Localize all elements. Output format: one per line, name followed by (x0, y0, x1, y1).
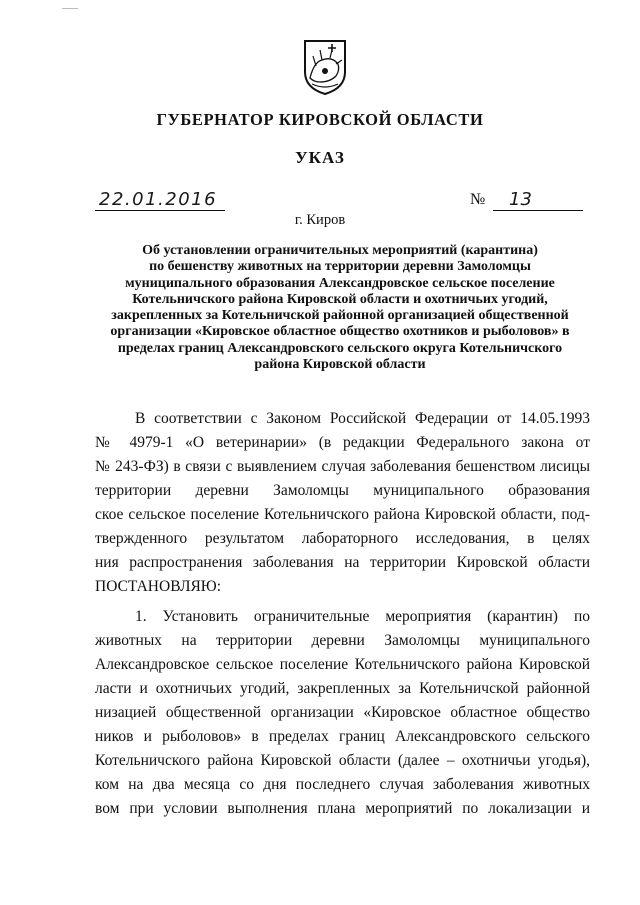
subject-line: муниципального образования Александровское сельское поселение (125, 275, 555, 291)
coat-of-arms-svg (302, 38, 348, 96)
issuer-title: ГУБЕРНАТОР КИРОВСКОЙ ОБЛАСТИ (156, 110, 484, 129)
subject-line: района Кировской области (254, 357, 426, 373)
document-type: УКАЗ (295, 148, 345, 167)
number-label: № (470, 191, 486, 208)
paragraph-line: низацией общественной организации «Кировское областное общество (95, 704, 590, 721)
clause-1-paragraph (95, 605, 590, 821)
number-field (493, 188, 583, 211)
paragraph-line: вом при условии выполнения плана мероприятий по локализации и (95, 800, 590, 817)
paragraph-line: № 243-ФЗ) в связи с выявлением случая заболевания бешенством лисицы (95, 458, 590, 475)
paragraph-line: ласти и охотничьих угодий, закрепленных за Котельничской районной (95, 680, 590, 697)
paragraph-line: твержденного результатом лабораторного исследования, в целях (95, 530, 590, 547)
paragraph-line: 1. Установить ограничительные мероприятия (карантин) по (135, 608, 590, 625)
resolution-word: ПОСТАНОВЛЯЮ: (95, 578, 222, 595)
subject-line: пределах границ Александровского сельского округа Котельничского (117, 340, 563, 356)
subject-line: Котельничского района Кировской области и охотничьих угодий, (132, 291, 548, 307)
subject-line: по бешенству животных на территории деревни Замоломцы (149, 259, 531, 275)
handwritten-number: 13 (509, 189, 532, 210)
scan-mark (62, 8, 78, 9)
paragraph-line: В соответствии с Законом Российской Федерации от 14.05.1993 (135, 410, 590, 427)
paragraph-line: Александровское сельское поселение Котельничского района Кировской (95, 656, 590, 673)
paragraph-line: ком на два месяца со дня последнего случая заболевания животных (95, 776, 590, 793)
paragraph-line: № 4979-1 «О ветеринарии» (в редакции Федерального закона от (95, 434, 590, 451)
paragraph-line: Котельничского района Кировской области (далее – охотничьи угодья), (95, 752, 590, 769)
subject-line: закрепленных за Котельничской районной организацией общественной (111, 308, 569, 324)
paragraph-line: ников и рыболовов» в пределах границ Александровского сельского (95, 728, 590, 745)
paragraph-line: территории деревни Замоломцы муниципального образования (95, 482, 590, 499)
paragraph-line: животных на территории деревни Замоломцы муниципального (95, 632, 590, 649)
preamble-paragraph (95, 407, 590, 599)
paragraph-line: ния распространения заболевания на территории Кировской области (95, 554, 590, 571)
city: г. Киров (294, 212, 346, 228)
paragraph-line: ское сельское поселение Котельничского района Кировской области, под- (95, 506, 590, 523)
document-subject (100, 243, 580, 373)
handwritten-date: 22.01.2016 (99, 189, 218, 210)
subject-line: организации «Кировское областное общество охотников и рыболовов» в (110, 324, 570, 340)
date-field (95, 188, 225, 211)
coat-of-arms-icon (302, 38, 348, 96)
subject-line: Об установлении ограничительных мероприятий (карантина) (142, 243, 538, 258)
